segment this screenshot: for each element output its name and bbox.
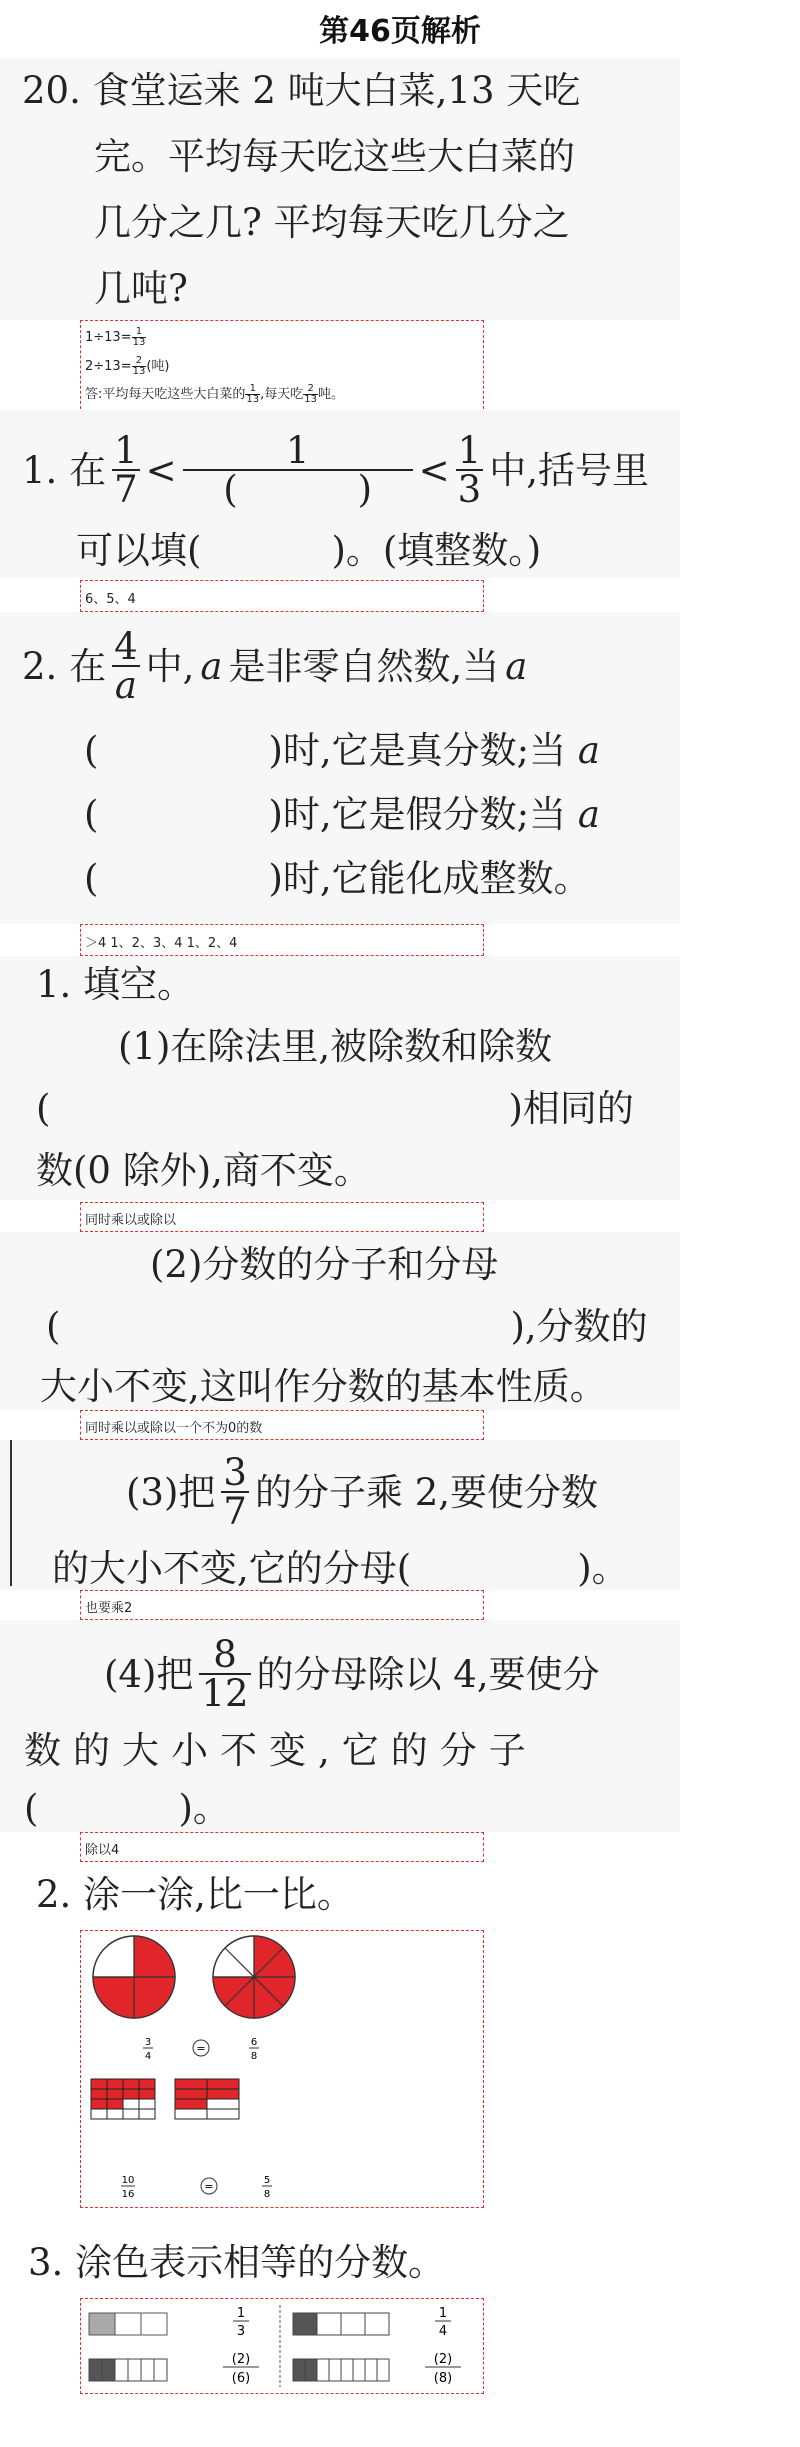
q20-eq2-lhs: 2÷13= [85, 359, 132, 374]
bar-eighths-cell [293, 2359, 305, 2381]
fill-p1-answer: 同时乘以或除以 [85, 1213, 177, 1228]
fill-head: 1. 填空。 [36, 963, 195, 1006]
fill-p3-answer-box [80, 1590, 484, 1620]
equal-frac-head: 3. 涂色表示相等的分数。 [28, 2241, 446, 2284]
q20-line-1: 20. 食堂运来 2 吨大白菜,13 天吃 [22, 69, 581, 112]
fill-p4-fraction: $\frac{8}{12}$ [201, 1633, 249, 1715]
q2-line-4: ( )时,它能化成整数。 [84, 857, 591, 900]
bar-eighths-cell [377, 2359, 389, 2381]
fill-p4-answer: 除以4 [85, 1843, 120, 1858]
fill-p2-answer-box [80, 1410, 484, 1440]
frac-1-4-num: 1 [438, 2306, 448, 2321]
page-title: 第46页解析 [319, 14, 481, 49]
grid-eighths-cell [207, 2109, 239, 2119]
fill-p2-line-3: 大小不变,这叫作分数的基本性质。 [40, 1365, 607, 1408]
bar-sixths-cell [128, 2359, 141, 2381]
grid-sixteenths-cell [91, 2089, 107, 2099]
margin-line [10, 1440, 12, 1586]
q20-answer-mid: ,每天吃 [260, 387, 304, 402]
fill-p1-line-3: 数(0 除外),商不变。 [36, 1149, 371, 1192]
fill-p3-fraction: $\frac{3}{7}$ [223, 1451, 247, 1533]
label-10-16-num: 10 [121, 2175, 135, 2186]
bar-sixths-cell [141, 2359, 154, 2381]
q2-pre: 2. 在 [22, 644, 107, 688]
q20-answer-fraction-1: $\frac{1}{13}$ [246, 383, 260, 405]
q20-answer-fraction-2: $\frac{2}{13}$ [304, 383, 317, 405]
bar-eighths-cell [317, 2359, 329, 2381]
fill-p4-line-1: (4)把 $\frac{8}{12}$ 的分母除以 4,要使分 [104, 1633, 600, 1715]
fill-block-4 [0, 1620, 680, 1832]
fill-p3-line-2: 的大小不变,它的分母( )。 [52, 1547, 629, 1590]
bar-eighths-cell [305, 2359, 317, 2381]
fill-p2-line-1: (2)分数的分子和分母 [150, 1243, 499, 1286]
grid-sixteenths-cell [107, 2089, 123, 2099]
q2-answer-box [80, 924, 484, 956]
fill-p4-line-3: ( )。 [24, 1787, 230, 1830]
grid-eighths-cell [175, 2109, 207, 2119]
bar-eighths-cell [353, 2359, 365, 2381]
grid-sixteenths-cell [139, 2079, 155, 2089]
fill-p2-answer: 同时乘以或除以一个不为0的数 [85, 1421, 263, 1436]
q1-fraction-3: $\frac{1}{3}$ [457, 429, 482, 511]
q20-eq1-lhs: 1÷13= [85, 330, 132, 345]
q2-var-a-2: a [505, 644, 528, 688]
q1-line-1 [22, 429, 649, 511]
grid-sixteenths-cell [107, 2109, 123, 2119]
fill-block-3 [0, 1440, 680, 1590]
q20-line-3: 几分之几? 平均每天吃几分之 [94, 201, 570, 244]
q20-eq2-unit: (吨) [146, 359, 170, 374]
q2-fraction: $\frac{4}{a}$ [114, 625, 138, 707]
bar-eighths-cell [365, 2359, 377, 2381]
q1-fraction-blank: $\frac{1}{( )}$ [183, 432, 413, 508]
label-6-8-num: 6 [250, 2037, 258, 2048]
label-10-16-den: 16 [121, 2189, 135, 2200]
q2-fraction-block [0, 612, 680, 924]
grid-sixteenths-cell [139, 2099, 155, 2109]
q1-lt-2: < [418, 448, 450, 492]
grid-sixteenths-cell [107, 2099, 123, 2109]
fill-p2-line-2: ( ),分数的 [46, 1305, 648, 1348]
grid-sixteenths-cell [107, 2079, 123, 2089]
fill-p1-line-2: ( )相同的 [36, 1087, 634, 1130]
frac-2-6-num: (2) [231, 2352, 251, 2367]
equal-frac-answer-box [80, 2298, 484, 2394]
grid-sixteenths-cell [139, 2109, 155, 2119]
q20-answer-box [80, 320, 484, 414]
fill-p4-answer-box [80, 1832, 484, 1862]
paint-answer-box [80, 1930, 484, 2208]
q2-line-3: ( )时,它是假分数;当 a [84, 793, 600, 836]
grid-sixteenths-cell [139, 2089, 155, 2099]
q20-eq1-fraction: $\frac{1}{13}$ [132, 326, 146, 348]
circle-quarters [93, 1936, 175, 2018]
q2-line-1 [22, 625, 528, 707]
q20-line-2: 完。平均每天吃这些大白菜的 [94, 135, 575, 178]
q1-post: 中,括号里 [489, 448, 649, 492]
label-5-8-num: 5 [263, 2175, 271, 2186]
q1-pre: 1. 在 [22, 448, 107, 492]
grid-sixteenths-cell [123, 2079, 139, 2089]
bar-thirds [89, 2313, 167, 2335]
grid-sixteenths [91, 2079, 155, 2119]
equal-frac-figures [81, 2299, 483, 2393]
frac-2-8-den: (8) [433, 2371, 453, 2386]
label-3-4-den: 4 [144, 2051, 152, 2062]
frac-1-4-den: 4 [438, 2324, 448, 2339]
label-5-8-den: 8 [263, 2189, 271, 2200]
bar-eighths-cell [329, 2359, 341, 2381]
circle-eighths [213, 1936, 295, 2018]
q2-var-a: a [200, 644, 223, 688]
label-6-8-den: 8 [250, 2051, 258, 2062]
grid-eighths-cell [207, 2089, 239, 2099]
q1-line-2-b: )。(填整数。) [331, 529, 542, 572]
grid-sixteenths-cell [123, 2089, 139, 2099]
fill-block-1 [0, 956, 680, 1200]
grid-sixteenths-cell [91, 2109, 107, 2119]
q1-answer-box [80, 580, 484, 612]
fill-p1-answer-box [80, 1202, 484, 1232]
grid-eighths-cell [207, 2099, 239, 2109]
paint-head: 2. 涂一涂,比一比。 [36, 1873, 354, 1916]
q1-inequality-block [0, 410, 680, 578]
fill-p1-line-1: (1)在除法里,被除数和除数 [118, 1025, 553, 1068]
q20-eq2-fraction: $\frac{2}{13}$ [132, 355, 146, 377]
bar-sixths-cell [89, 2359, 102, 2381]
q2-mid: 中, [145, 644, 195, 688]
equal-sign-2: = [204, 2180, 214, 2193]
paint-figures [81, 1931, 483, 2207]
bar-eighths [293, 2359, 389, 2381]
grid-eighths-cell [175, 2079, 207, 2089]
q1-line-2-a: 可以填( [76, 529, 202, 572]
label-3-4-num: 3 [144, 2037, 152, 2048]
bar-sixths-cell [154, 2359, 167, 2381]
fill-p3-line-1: (3)把 $\frac{3}{7}$ 的分子乘 2,要使分数 [126, 1451, 599, 1533]
q20-answer-pre: 答:平均每天吃这些大白菜的 [85, 387, 246, 402]
frac-1-3-den: 3 [236, 2324, 246, 2339]
q20-line-4: 几吨? [94, 267, 188, 310]
grid-sixteenths-cell [123, 2099, 139, 2109]
q20-block [0, 58, 680, 320]
q2-answer-text: ＞4 1、2、3、4 1、2、4 [85, 936, 238, 951]
q1-fraction-1: $\frac{1}{7}$ [114, 429, 138, 511]
equal-sign-1: = [196, 2042, 206, 2055]
fill-block-2 [0, 1232, 680, 1410]
grid-sixteenths-cell [123, 2109, 139, 2119]
grid-eighths-cell [175, 2099, 207, 2109]
bar-sixths-cell [102, 2359, 115, 2381]
q2-line-2: ( )时,它是真分数;当 a [84, 729, 600, 772]
q2-post: 是非零自然数,当 [228, 644, 500, 688]
bar-sixths-cell [115, 2359, 128, 2381]
q20-answer-post: 吨。 [318, 387, 345, 402]
grid-eighths-cell [175, 2089, 207, 2099]
grid-eighths [175, 2079, 239, 2119]
frac-2-8-num: (2) [433, 2352, 453, 2367]
grid-eighths-cell [207, 2079, 239, 2089]
bar-eighths-cell [341, 2359, 353, 2381]
frac-2-6-den: (6) [231, 2371, 251, 2386]
fill-p4-line-2: 数的大小不变,它的分子 [24, 1729, 538, 1772]
bar-sixths [89, 2359, 167, 2381]
q1-answer-text: 6、5、4 [85, 592, 136, 607]
frac-1-3-num: 1 [236, 2306, 246, 2321]
grid-sixteenths-cell [91, 2079, 107, 2089]
fill-p3-answer: 也要乘2 [85, 1601, 133, 1616]
q1-lt-1: < [145, 448, 177, 492]
q1-line-2 [76, 529, 542, 572]
bar-quarters [293, 2313, 389, 2335]
grid-sixteenths-cell [91, 2099, 107, 2109]
